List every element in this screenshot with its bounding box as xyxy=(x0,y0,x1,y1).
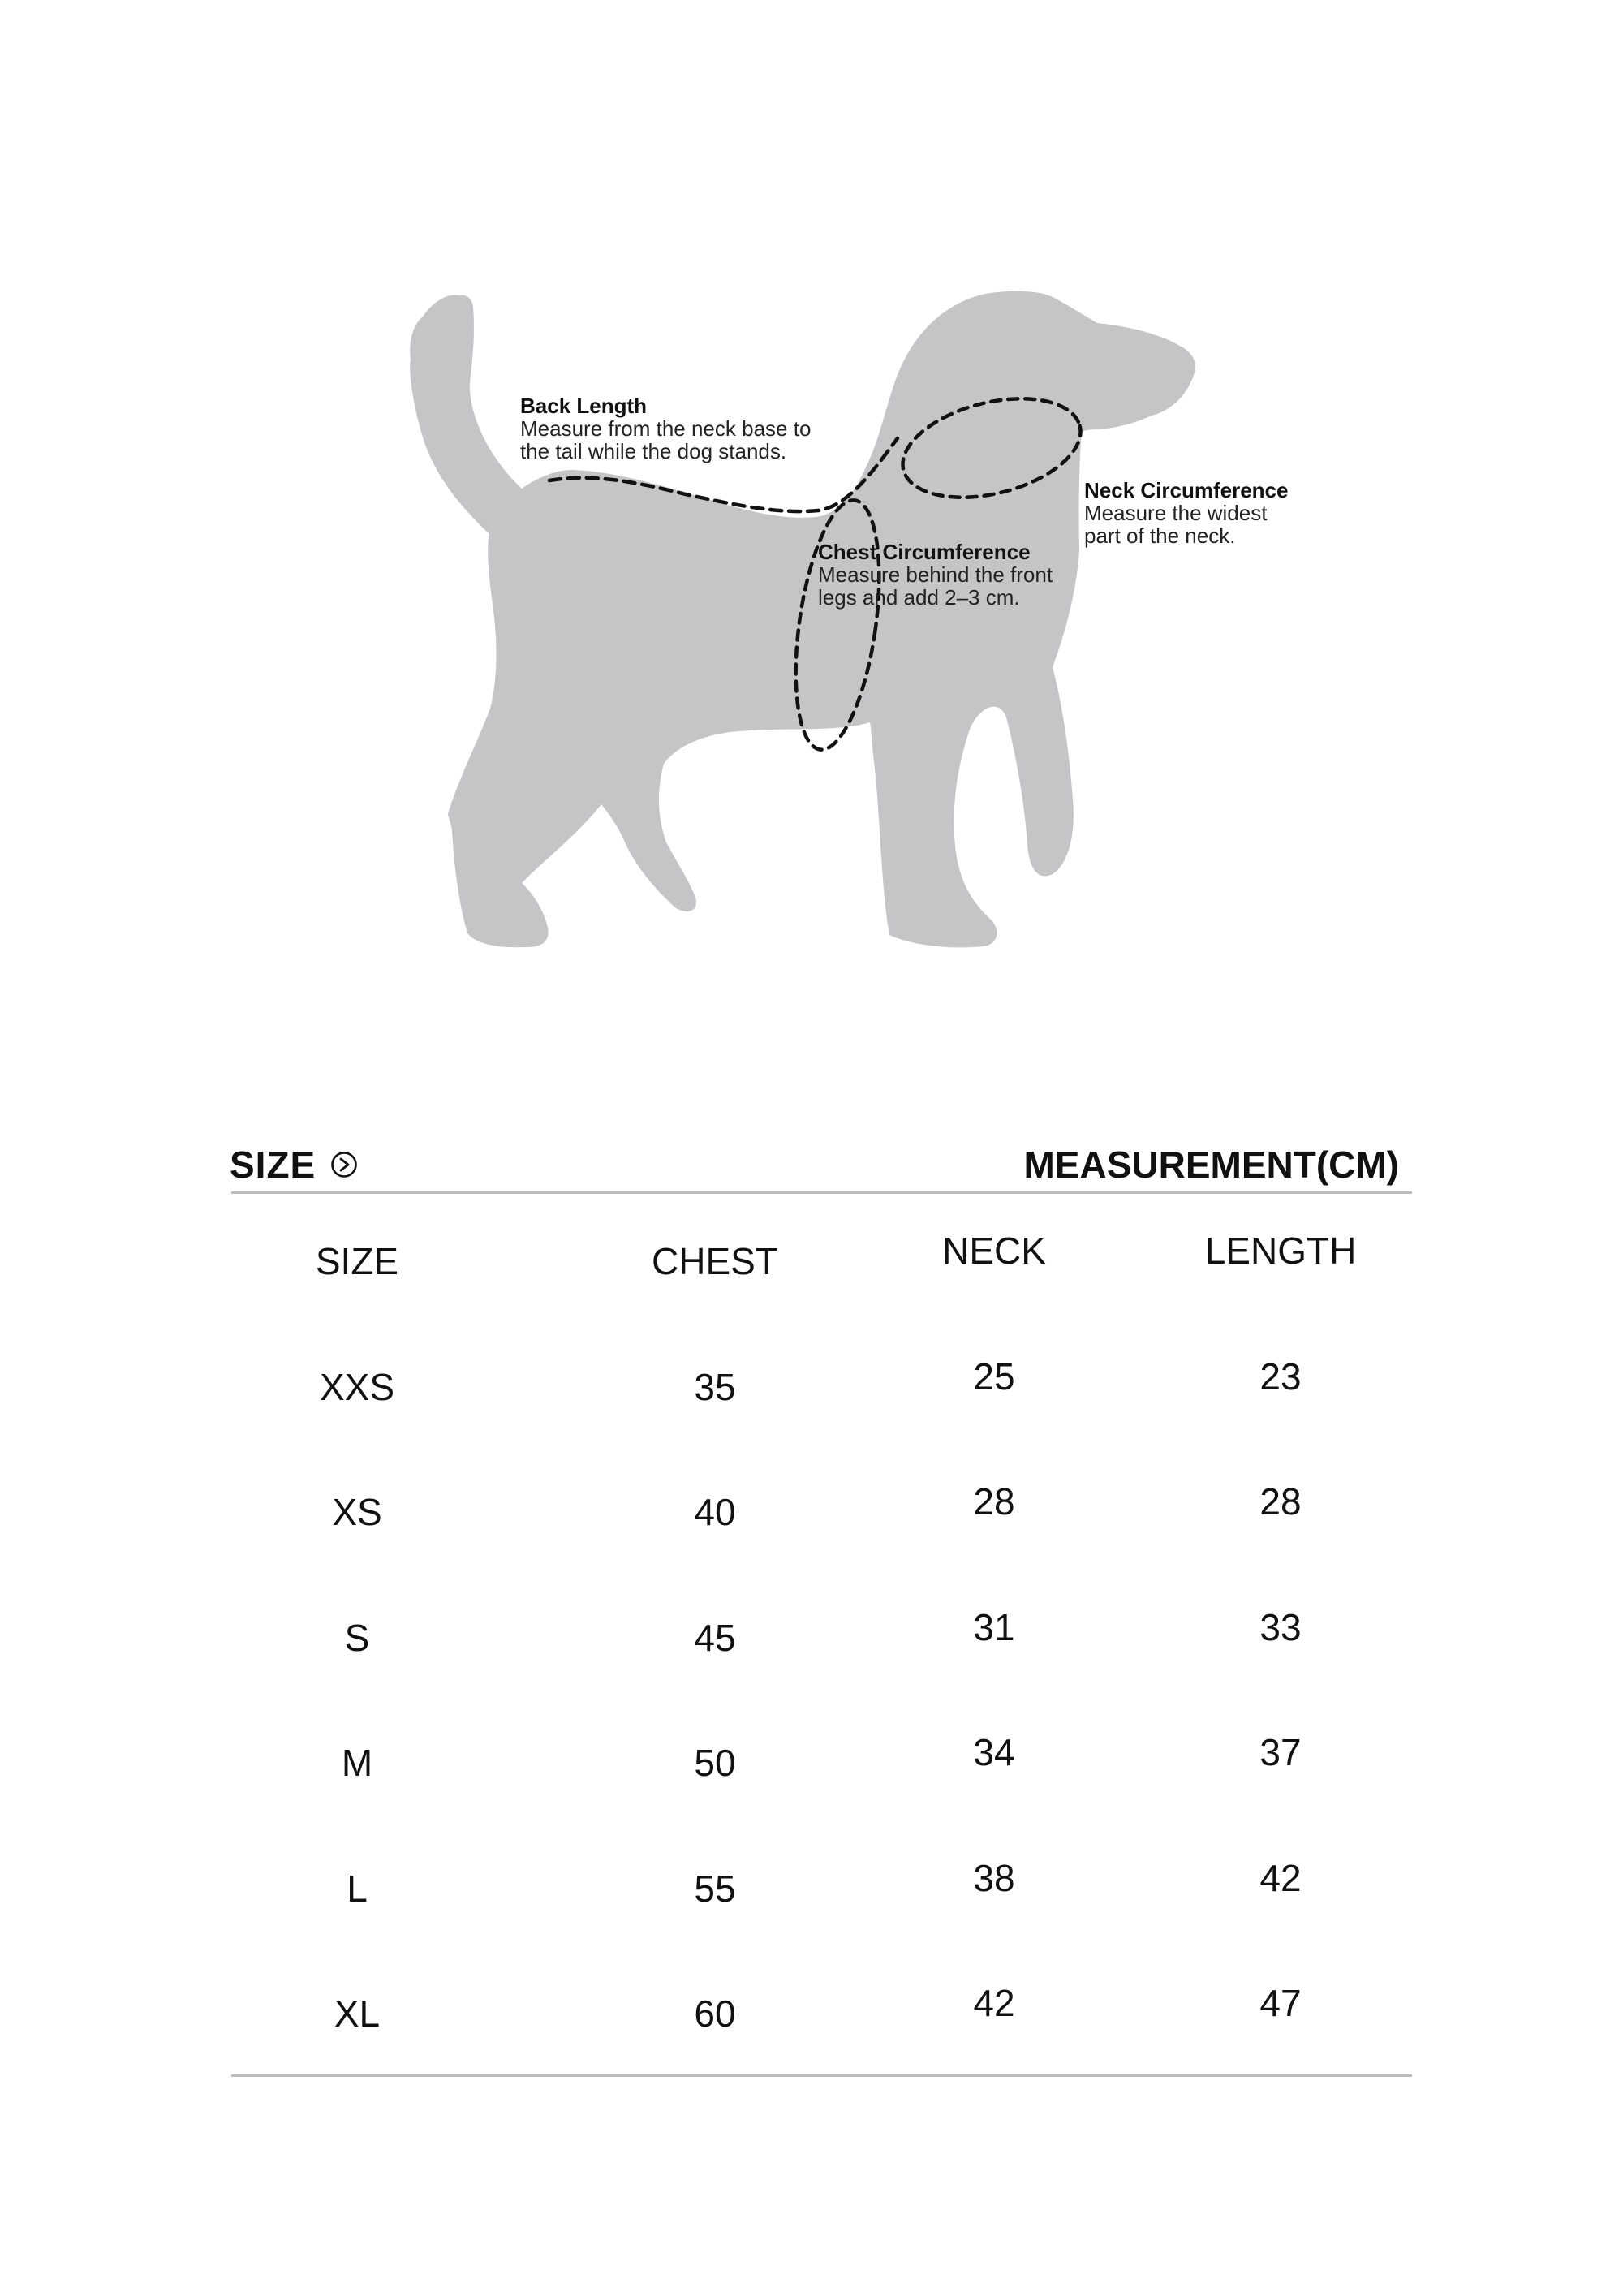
table-row-xs xyxy=(0,1480,1623,1536)
length-value: 23 xyxy=(1259,1355,1302,1398)
size-label: XXS xyxy=(319,1366,395,1408)
size-label: L xyxy=(347,1867,368,1910)
size-label: M xyxy=(341,1742,373,1784)
neck-value: 31 xyxy=(973,1606,1015,1648)
chest-value: 35 xyxy=(694,1366,736,1408)
chest-circumference-line1: Measure behind the front xyxy=(818,562,1053,587)
chest-value: 55 xyxy=(694,1867,736,1910)
neck-value: 42 xyxy=(973,1982,1015,2024)
chest-value: 40 xyxy=(694,1491,736,1533)
size-label: XL xyxy=(334,1992,381,2035)
size-table-header-row xyxy=(0,1230,1623,1286)
table-row-xxs xyxy=(0,1355,1623,1411)
neck-circumference-line2: part of the neck. xyxy=(1084,523,1236,548)
length-value: 47 xyxy=(1259,1982,1302,2024)
chest-circumference-title: Chest Circumference xyxy=(818,540,1031,564)
neck-value: 38 xyxy=(973,1857,1015,1899)
neck-circumference-line1: Measure the widest xyxy=(1084,501,1268,525)
table-row-l xyxy=(0,1857,1623,1913)
size-section-header xyxy=(230,1143,358,1187)
back-length-title: Back Length xyxy=(520,394,648,418)
chest-circumference-annotation xyxy=(818,541,1053,609)
size-label: S xyxy=(344,1617,370,1659)
dog-body-shape xyxy=(410,291,1195,948)
back-length-annotation xyxy=(520,394,811,463)
neck-circumference-annotation xyxy=(1084,479,1288,547)
chest-value: 60 xyxy=(694,1992,736,2035)
chest-circumference-line2: legs and add 2–3 cm. xyxy=(818,585,1020,610)
size-section-title: SIZE xyxy=(230,1144,316,1186)
column-header-size: SIZE xyxy=(315,1240,399,1282)
column-header-chest: CHEST xyxy=(652,1240,778,1282)
table-row-s xyxy=(0,1606,1623,1662)
back-length-line1: Measure from the neck base to xyxy=(520,416,812,441)
column-header-length: LENGTH xyxy=(1204,1230,1357,1272)
dog-silhouette-diagram xyxy=(373,268,1266,982)
neck-value: 25 xyxy=(973,1355,1015,1398)
size-label: XS xyxy=(332,1491,382,1533)
bottom-divider-line xyxy=(231,2074,1412,2077)
length-value: 28 xyxy=(1259,1480,1302,1523)
length-value: 37 xyxy=(1259,1731,1302,1773)
neck-circumference-title: Neck Circumference xyxy=(1084,478,1289,502)
chest-value: 45 xyxy=(694,1617,736,1659)
length-value: 42 xyxy=(1259,1857,1302,1899)
header-divider-line xyxy=(231,1191,1412,1194)
length-value: 33 xyxy=(1259,1606,1302,1648)
column-header-neck: NECK xyxy=(942,1230,1046,1272)
measurement-unit-title: MEASUREMENT(CM) xyxy=(1023,1144,1399,1186)
back-length-line2: the tail while the dog stands. xyxy=(520,439,787,463)
table-row-xl xyxy=(0,1982,1623,2038)
neck-value: 34 xyxy=(973,1731,1015,1773)
chevron-right-circle-icon xyxy=(330,1151,358,1178)
table-row-m xyxy=(0,1731,1623,1787)
chest-value: 50 xyxy=(694,1742,736,1784)
neck-value: 28 xyxy=(973,1480,1015,1523)
